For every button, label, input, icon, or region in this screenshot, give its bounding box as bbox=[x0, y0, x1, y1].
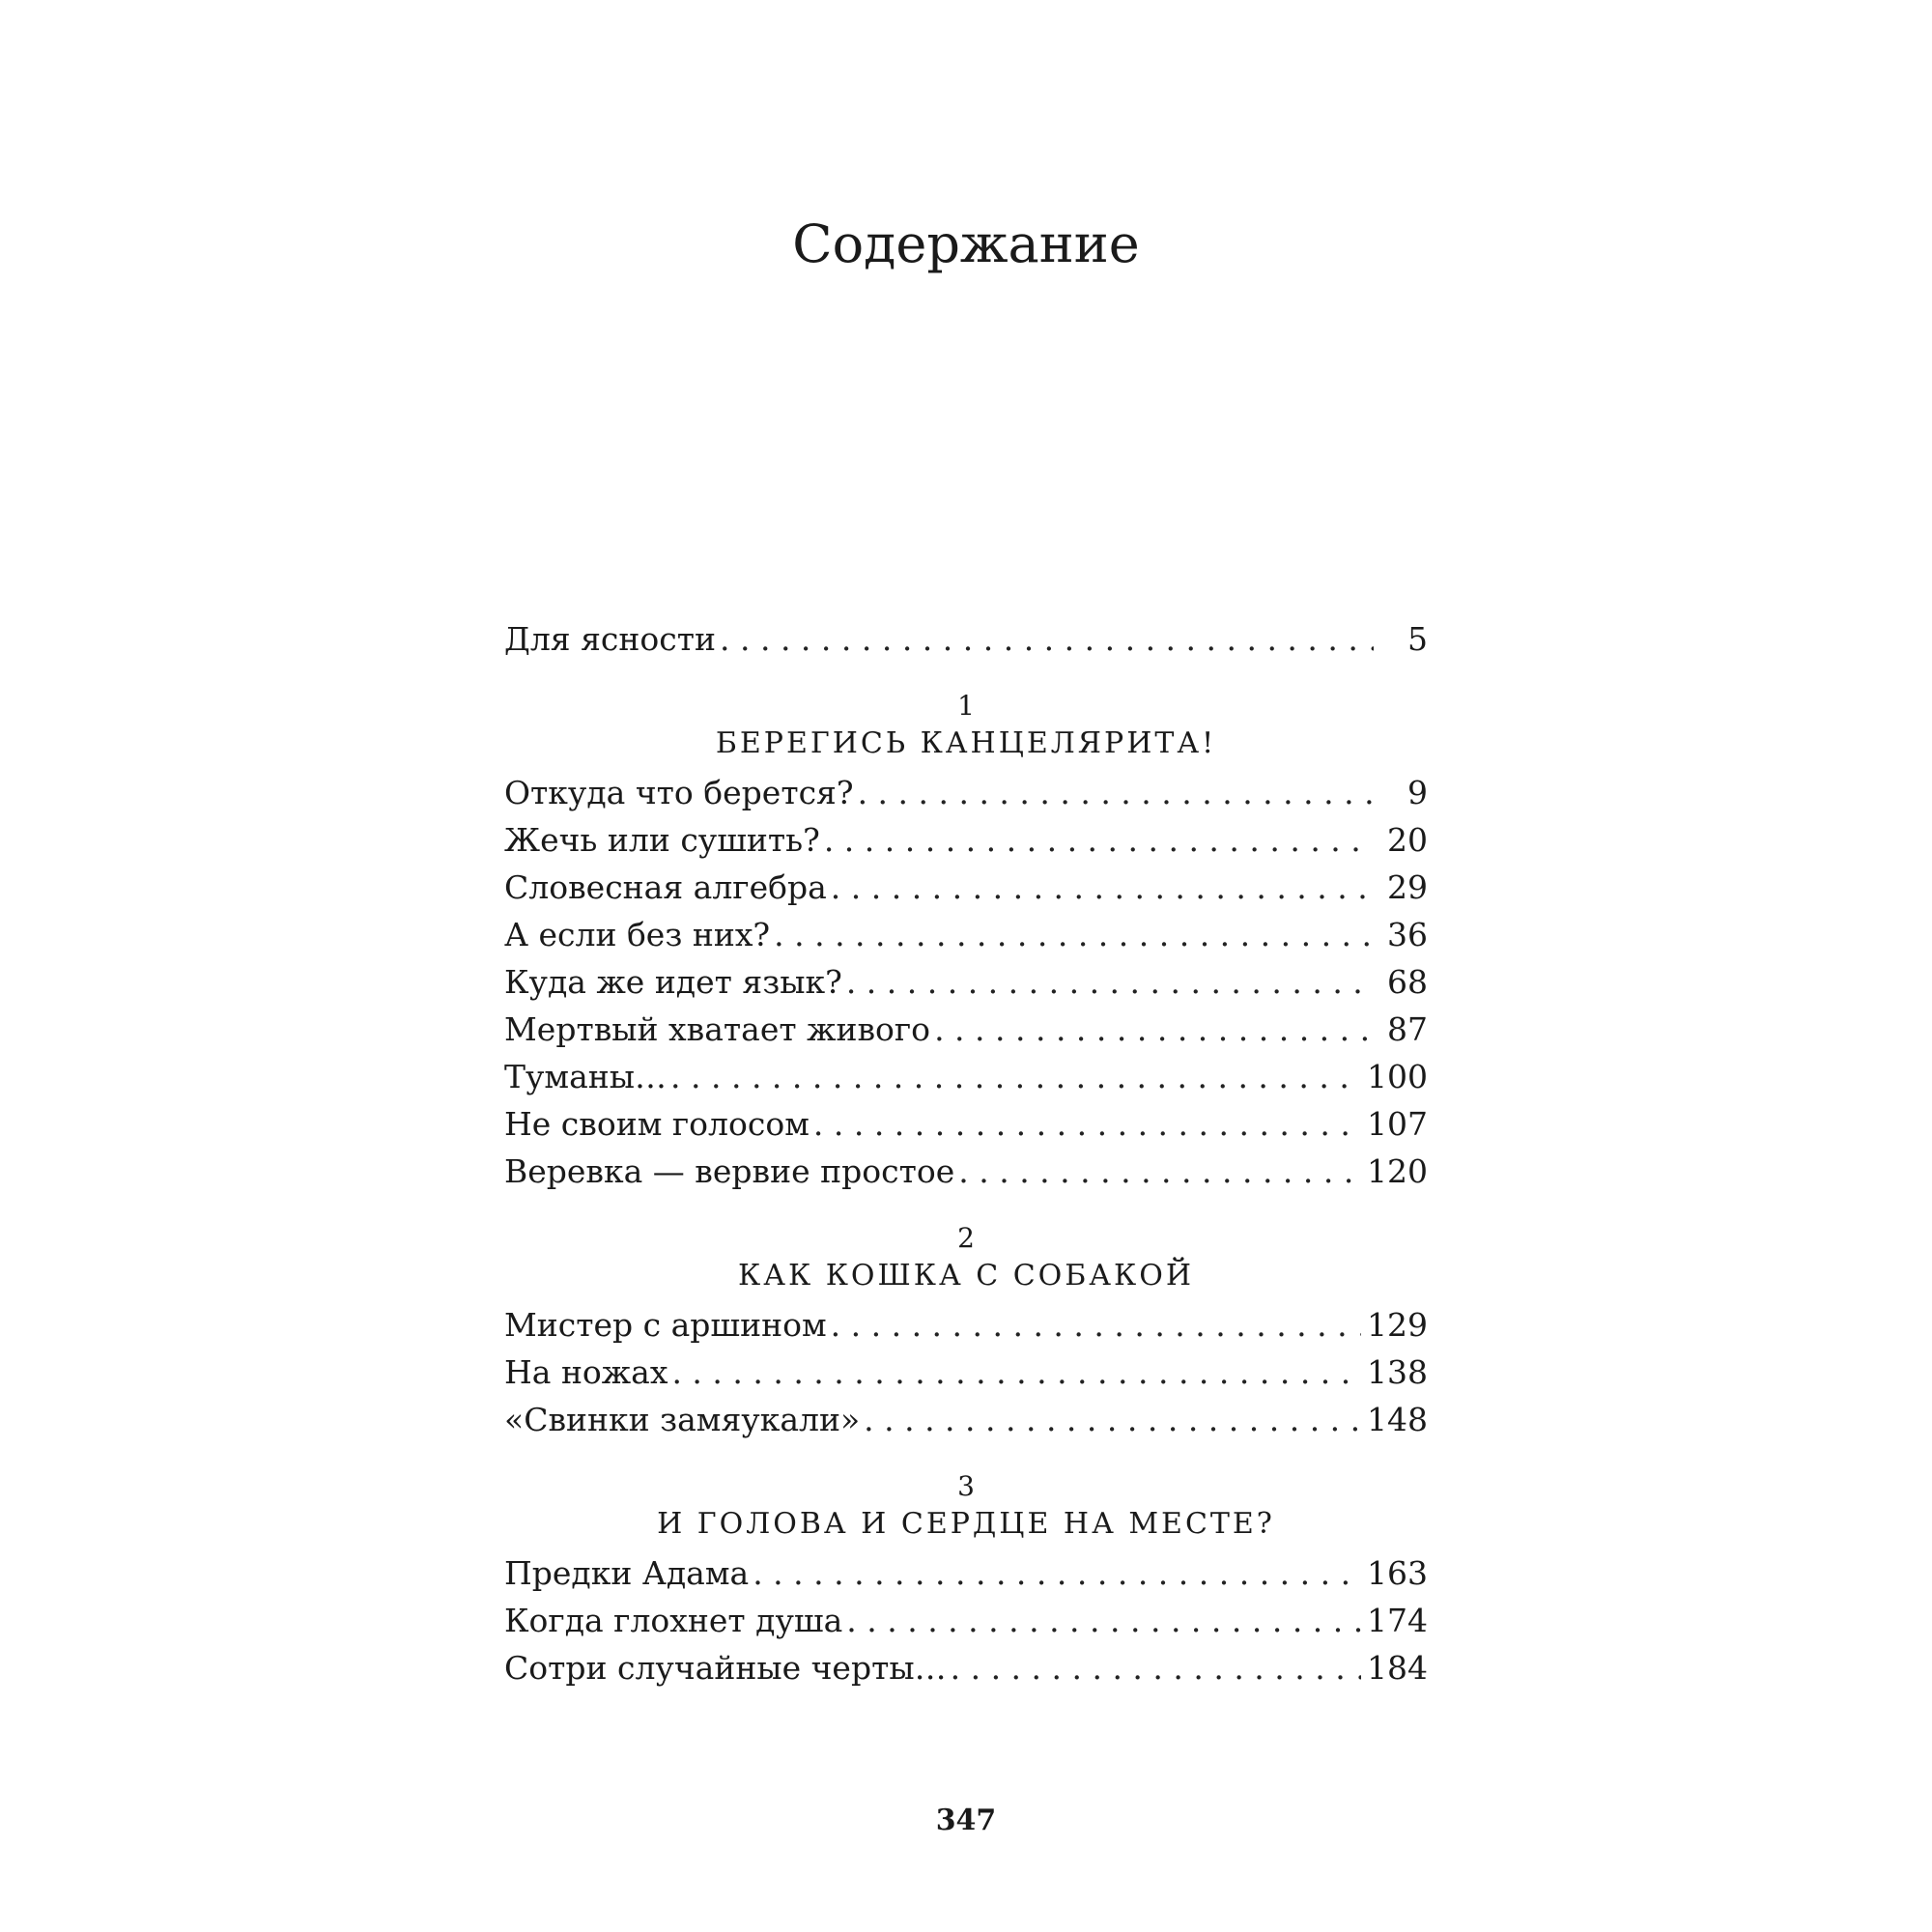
toc-entry[interactable] bbox=[504, 1349, 1428, 1396]
toc-entry[interactable] bbox=[504, 864, 1428, 911]
toc-entry-title: Для ясности bbox=[504, 620, 716, 658]
part-title: БЕРЕГИСЬ КАНЦЕЛЯРИТА! bbox=[715, 726, 1217, 760]
toc-entry-page: 9 bbox=[1407, 774, 1428, 811]
dot-leader bbox=[858, 769, 1374, 816]
toc-entry[interactable] bbox=[504, 1100, 1428, 1148]
toc-entry-title: Туманы… bbox=[504, 1058, 668, 1095]
toc-entry-title: На ножах bbox=[504, 1353, 668, 1391]
toc-entry-page: 138 bbox=[1367, 1353, 1428, 1391]
toc-entry-title: А если без них? bbox=[504, 916, 771, 953]
dot-leader bbox=[951, 1644, 1361, 1691]
toc-entry[interactable] bbox=[504, 1053, 1428, 1100]
toc-entry-page: 184 bbox=[1367, 1649, 1428, 1687]
toc-entry-page: 174 bbox=[1367, 1602, 1428, 1639]
page-number: 347 bbox=[935, 1804, 997, 1837]
toc-entry-page: 100 bbox=[1367, 1058, 1428, 1095]
toc-entry-page: 68 bbox=[1387, 963, 1428, 1001]
dot-leader bbox=[774, 911, 1374, 958]
toc-entry-title: Не своим голосом bbox=[504, 1105, 810, 1143]
toc-entry-title: Мистер с аршином bbox=[504, 1306, 827, 1344]
dot-leader bbox=[958, 1148, 1361, 1195]
toc-entry[interactable] bbox=[504, 1148, 1428, 1195]
toc-entry-title: «Свинки замяукали» bbox=[504, 1401, 861, 1438]
toc-entry-page: 36 bbox=[1387, 916, 1428, 953]
toc-entry[interactable] bbox=[504, 911, 1428, 958]
dot-leader bbox=[864, 1396, 1361, 1443]
toc-entry[interactable] bbox=[504, 1006, 1428, 1053]
toc-entry[interactable] bbox=[504, 1597, 1428, 1644]
part-number: 3 bbox=[957, 1470, 975, 1502]
dot-leader bbox=[720, 615, 1374, 663]
dot-leader bbox=[753, 1549, 1361, 1597]
toc-entry[interactable] bbox=[504, 1396, 1428, 1443]
part-heading-1 bbox=[504, 688, 1428, 763]
toc-entry-title: Жечь или сушить? bbox=[504, 821, 820, 859]
part-title: КАК КОШКА С СОБАКОЙ bbox=[738, 1259, 1194, 1293]
toc-entry-page: 5 bbox=[1407, 620, 1428, 658]
toc-entry-page: 20 bbox=[1387, 821, 1428, 859]
table-of-contents bbox=[504, 615, 1428, 1691]
toc-entry-title: Когда глохнет душа bbox=[504, 1602, 843, 1639]
toc-entry[interactable] bbox=[504, 769, 1428, 816]
part-number: 2 bbox=[957, 1222, 975, 1254]
dot-leader bbox=[846, 958, 1374, 1006]
toc-entry-title: Мертвый хватает живого bbox=[504, 1010, 931, 1048]
part-number: 1 bbox=[957, 690, 975, 722]
toc-entry-title: Сотри случайные черты… bbox=[504, 1649, 947, 1687]
dot-leader bbox=[671, 1349, 1361, 1396]
toc-entry-title: Куда же идет язык? bbox=[504, 963, 842, 1001]
toc-entry-page: 163 bbox=[1367, 1554, 1428, 1592]
toc-entry[interactable] bbox=[504, 1549, 1428, 1597]
page-title: Содержание bbox=[792, 213, 1140, 274]
toc-entry[interactable] bbox=[504, 1644, 1428, 1691]
toc-entry-page: 29 bbox=[1387, 868, 1428, 906]
toc-entry-intro[interactable] bbox=[504, 615, 1428, 663]
toc-entry-title: Словесная алгебра bbox=[504, 868, 827, 906]
toc-entry[interactable] bbox=[504, 958, 1428, 1006]
part-heading-3 bbox=[504, 1468, 1428, 1544]
toc-entry[interactable] bbox=[504, 1301, 1428, 1349]
dot-leader bbox=[831, 1301, 1361, 1349]
dot-leader bbox=[934, 1006, 1374, 1053]
toc-entry-page: 107 bbox=[1367, 1105, 1428, 1143]
toc-entry-page: 148 bbox=[1367, 1401, 1428, 1438]
toc-entry-title: Предки Адама bbox=[504, 1554, 750, 1592]
toc-entry-title: Веревка — вервие простое bbox=[504, 1152, 955, 1190]
part-title: И ГОЛОВА И СЕРДЦЕ НА МЕСТЕ? bbox=[657, 1507, 1275, 1541]
dot-leader bbox=[831, 864, 1374, 911]
toc-entry-title: Откуда что берется? bbox=[504, 774, 854, 811]
part-heading-2 bbox=[504, 1220, 1428, 1295]
dot-leader bbox=[846, 1597, 1361, 1644]
toc-entry-page: 120 bbox=[1367, 1152, 1428, 1190]
dot-leader bbox=[824, 816, 1374, 864]
toc-entry[interactable] bbox=[504, 816, 1428, 864]
toc-entry-page: 87 bbox=[1387, 1010, 1428, 1048]
dot-leader bbox=[670, 1053, 1361, 1100]
toc-entry-page: 129 bbox=[1367, 1306, 1428, 1344]
dot-leader bbox=[813, 1100, 1361, 1148]
